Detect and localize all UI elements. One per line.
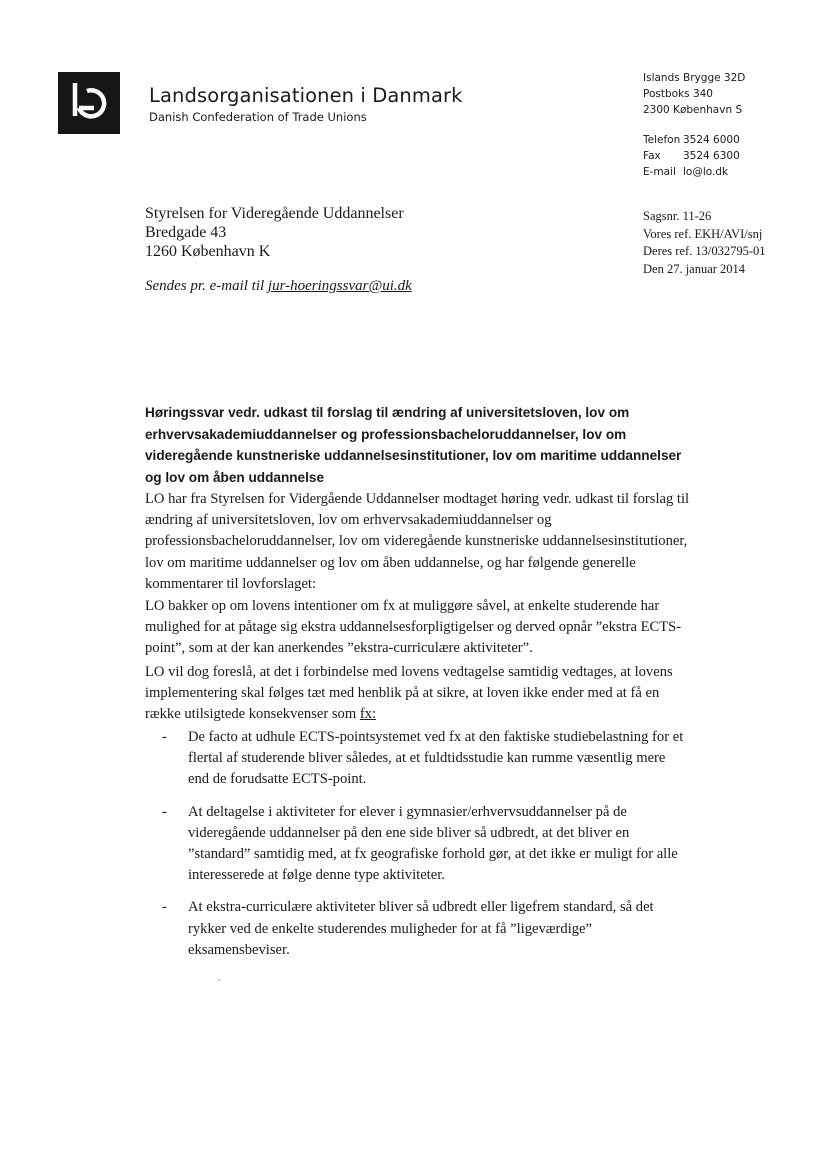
bullet-dash: - xyxy=(162,899,167,916)
recipient-line-2: Bredgade 43 xyxy=(145,224,227,241)
paragraph-3-underlined: fx: xyxy=(359,706,377,723)
list-item xyxy=(145,897,690,961)
letter-heading: Høringssvar vedr. udkast til forslag til ændring af universitetsloven, lov om erhvervsakademiuddannelser og professionsbacheloruddannelser, lov om videregående kunstneriske uddannelsesinstitutioner, lov om maritime uddannelser og lov om åben uddannelse xyxy=(145,405,682,485)
list-item-text: At ekstra-curriculære aktiviteter bliver så udbredt eller ligefrem standard, så det rykker ved de enkelte studerendes muligheder for at få ”ligeværdige” eksamensbeviser. xyxy=(188,899,654,958)
paragraph-3 xyxy=(145,662,690,726)
bullet-dash: - xyxy=(162,729,167,745)
list-item-text: At deltagelse i aktiviteter for elever i gymnasier/erhvervsuddannelser på de videregående uddannelser på den ene side bliver så udbredt, at det bliver en ”standard” samtidig med, at fx geografiske forhold gør, at det ikke er muligt for alle interesserede at følge denne type aktiviteter. xyxy=(188,803,678,884)
phone-row xyxy=(643,132,745,148)
fax-number: 3524 6300 xyxy=(683,150,740,162)
recipient-address xyxy=(145,204,404,261)
email-address[interactable]: lo@lo.dk xyxy=(683,166,729,178)
our-reference: Vores ref. EKH/AVI/snj xyxy=(643,226,763,241)
scan-speck xyxy=(218,979,220,981)
address-line-3: 2300 København S xyxy=(643,104,743,116)
case-number: Sagsnr. 11-26 xyxy=(643,209,712,223)
recipient-line-1: Styrelsen for Videregående Uddannelser xyxy=(145,205,404,222)
your-reference: Deres ref. 13/032795-01 xyxy=(643,244,766,258)
email-label: E-mail xyxy=(643,166,676,178)
phone-number: 3524 6000 xyxy=(683,134,740,146)
address-line-1: Islands Brygge 32D xyxy=(643,72,746,84)
phone-label: Telefon xyxy=(643,134,681,146)
org-subtitle: Danish Confederation of Trade Unions xyxy=(149,110,367,124)
address-line-2: Postboks 340 xyxy=(643,88,713,100)
contact-block xyxy=(643,70,745,180)
consequence-list xyxy=(145,727,690,972)
fax-label: Fax xyxy=(643,150,661,162)
list-item xyxy=(145,802,690,887)
letter-date: Den 27. januar 2014 xyxy=(643,261,746,276)
org-name: Landsorganisationen i Danmark xyxy=(149,84,463,107)
email-row xyxy=(643,164,745,180)
paragraph-1: LO har fra Styrelsen for Vidergående Uddannelser modtaget høring vedr. udkast til forslag til ændring af universitetsloven, lov om erhvervsakademiuddannelser og professionsbacheloruddannelser, lov om videregående kunstneriske uddannelsesinstitutioner, lov om maritime uddannelser og lov om åben uddannelse, og har følgende generelle kommentarer til lovforslaget: xyxy=(145,491,690,592)
sent-via-prefix: Sendes pr. e-mail til xyxy=(145,278,268,294)
paragraph-3-text: LO vil dog foreslå, at det i forbindelse med lovens vedtagelse samtidig vedtages, at lovens implementering skal følges tæt med henblik på at sikre, at loven ikke ender med at få en række utilsigtede konsekvenser som xyxy=(145,664,673,723)
sent-via-line xyxy=(145,278,412,295)
reference-block xyxy=(643,208,766,278)
bullet-dash: - xyxy=(162,803,167,820)
fax-row xyxy=(643,148,745,164)
lo-logo-icon xyxy=(58,72,120,134)
paragraph-2: LO bakker op om lovens intentioner om fx at muliggøre såvel, at enkelte studerende har mulighed for at påtage sig ekstra uddannelsesforpligtigelser og derved opnår ”ekstra ECTS-point”, som at der kan anerkendes ”ekstra-curriculære aktiviteter”. xyxy=(145,598,682,657)
list-item-text: De facto at udhule ECTS-pointsystemet ved fx at den faktiske studiebelastning for et flertal af studerende bliver således, at et fuldtidsstudie kan rumme væsentlig mere end de forudsatte ECTS-point. xyxy=(188,729,684,788)
list-item xyxy=(145,727,690,791)
sent-via-email-link[interactable]: jur-hoeringssvar@ui.dk xyxy=(267,278,412,294)
recipient-line-3: 1260 København K xyxy=(145,243,271,260)
